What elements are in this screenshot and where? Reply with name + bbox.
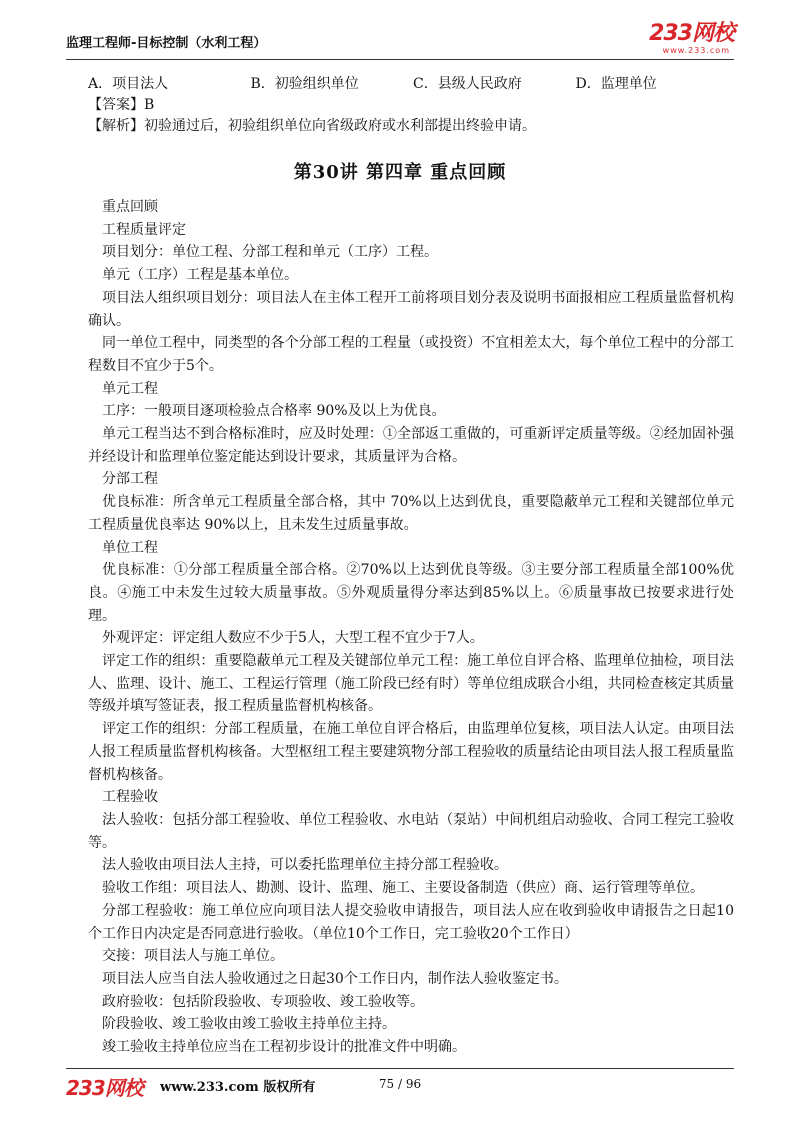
- page-header: [66, 22, 734, 58]
- paragraph: 重点回顾: [102, 199, 158, 215]
- paragraph: 工序：一般项目逐项检验点合格率 90%及以上为优良。: [102, 403, 446, 420]
- page-footer: [66, 1072, 734, 1100]
- paragraph: 验收工作组：项目法人、勘测、设计、监理、施工、主要设备制造（供应）商、运行管理等单位。: [102, 880, 704, 897]
- header-title: 监理工程师-目标控制（水利工程）: [66, 36, 267, 51]
- header-divider: [66, 59, 734, 60]
- paragraph: 项目法人组织项目划分：项目法人在主体工程开工前将项目划分表及说明书面报相应工程质量监督机构确认。: [88, 289, 734, 329]
- option-d: D．监理单位: [575, 76, 657, 92]
- paragraph: 单元（工序）工程是基本单位。: [102, 267, 298, 284]
- logo-text: 233网校: [649, 21, 734, 46]
- paragraph: 工程质量评定: [102, 221, 186, 238]
- paragraph: 工程验收: [102, 789, 158, 806]
- chapter-title: 第30讲 第四章 重点回顾: [293, 162, 507, 183]
- paragraph: 法人验收由项目法人主持，可以委托监理单位主持分部工程验收。: [102, 857, 508, 874]
- review-content: [88, 196, 734, 1059]
- paragraph: 优良标准：所含单元工程质量全部合格，其中 70%以上达到优良，重要隐蔽单元工程和关键部位单元工程质量优良率达 90%以上，且未发生过质量事故。: [88, 494, 734, 533]
- paragraph: 交接：项目法人与施工单位。: [102, 948, 284, 965]
- logo-url: www.233.com: [662, 46, 730, 55]
- option-c: C．县级人民政府: [413, 76, 522, 92]
- answer-options: [88, 74, 738, 95]
- option-b: B．初验组织单位: [250, 76, 359, 92]
- question-block: [88, 74, 738, 137]
- paragraph: 政府验收：包括阶段验收、专项验收、竣工验收等。: [102, 993, 424, 1010]
- answer-line: 【答案】B: [88, 97, 155, 113]
- footer-divider: [66, 1068, 734, 1069]
- paragraph: 分部工程验收：施工单位应向项目法人提交验收申请报告，项目法人应在收到验收申请报告之日起10个工作日内决定是否同意进行验收。（单位10个工作日，完工验收20个工作日）: [88, 902, 734, 942]
- paragraph: 分部工程: [102, 471, 158, 488]
- paragraph: 同一单位工程中，同类型的各个分部工程的工程量（或投资）不宜相差太大，每个单位工程中的分部工程数目不宜少于5个。: [88, 335, 734, 374]
- paragraph: 单元工程: [102, 380, 158, 397]
- paragraph: 单元工程当达不到合格标准时，应及时处理：①全部返工重做的，可重新评定质量等级。②经加固补强并经设计和监理单位鉴定能达到设计要求，其质量评为合格。: [88, 426, 734, 465]
- paragraph: 评定工作的组织：分部工程质量，在施工单位自评合格后，由监理单位复核，项目法人认定。由项目法人报工程质量监督机构核备。大型枢纽工程主要建筑物分部工程验收的质量结论由项目法人报工程质量监督机构核备。: [88, 721, 734, 783]
- paragraph: 评定工作的组织：重要隐蔽单元工程及关键部位单元工程：施工单位自评合格、监理单位抽检，项目法人、监理、设计、施工、工程运行管理（施工阶段已经有时）等单位组成联合小组，共同检查核定其质量等级并填写签证表，报工程质量监督机构核备。: [88, 653, 734, 715]
- paragraph: 单位工程: [102, 539, 158, 556]
- footer-copyright: www.233.com 版权所有: [160, 1080, 316, 1095]
- paragraph: 项目法人应当自法人验收通过之日起30个工作日内，制作法人验收鉴定书。: [102, 970, 568, 987]
- option-a: A．项目法人: [88, 76, 169, 92]
- paragraph: 外观评定：评定组人数应不少于5人，大型工程不宜少于7人。: [102, 630, 484, 647]
- analysis-line: 【解析】初验通过后，初验组织单位向省级政府或水利部提出终验申请。: [88, 118, 536, 134]
- brand-logo: [649, 22, 734, 55]
- paragraph: 法人验收：包括分部工程验收、单位工程验收、水电站（泵站）中间机组启动验收、合同工程完工验收等。: [88, 811, 734, 851]
- paragraph: 竣工验收主持单位应当在工程初步设计的批准文件中明确。: [102, 1039, 466, 1056]
- paragraph: 阶段验收、竣工验收由竣工验收主持单位主持。: [102, 1016, 396, 1033]
- paragraph: 优良标准：①分部工程质量全部合格。②70%以上达到优良等级。③主要分部工程质量全部100%优良。④施工中未发生过较大质量事故。⑤外观质量得分率达到85%以上。⑥质量事故已按要求进行处理。: [88, 562, 734, 624]
- footer-logo: 233网校: [66, 1076, 143, 1100]
- page-number: 75 / 96: [378, 1077, 422, 1091]
- paragraph: 项目划分：单位工程、分部工程和单元（工序）工程。: [102, 244, 438, 261]
